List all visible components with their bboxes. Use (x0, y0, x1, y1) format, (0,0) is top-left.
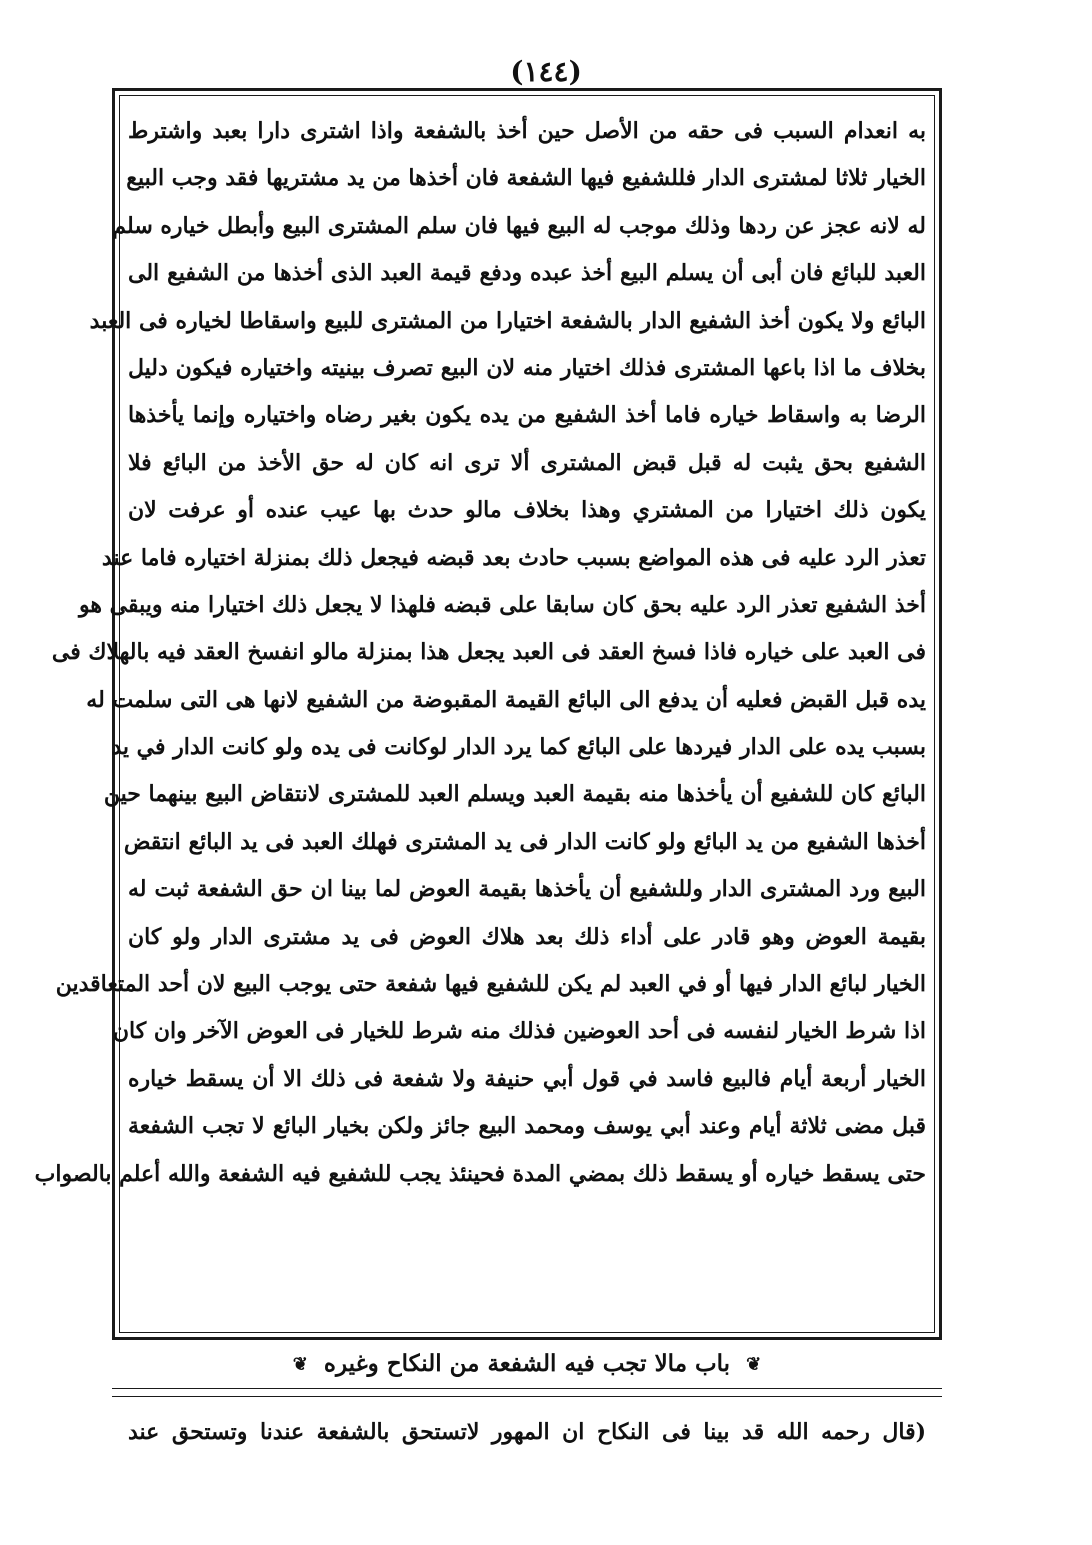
text-line: قبل مضى ثلاثة أيام وعند أبي يوسف ومحمد البيع جائز ولكن بخيار البائع لا تجب الشفعة (128, 1113, 926, 1140)
text-line: به انعدام السبب فى حقه من الأصل حين أخذ بالشفعة واذا اشترى دارا بعبد واشترط (128, 118, 926, 144)
text-line: بسبب يده على الدار فيردها على البائع كما يرد الدار لوكانت فى يده ولو كانت الدار في يد (111, 734, 926, 761)
text-line: فى العبد على خياره فاذا فسخ العقد فى العبد يجعل هذا بمنزلة مالو انفسخ العقد فيه بالهلاك فى (51, 639, 926, 666)
chapter-heading (112, 1342, 942, 1386)
text-line: أخذ الشفيع تعذر الرد عليه بحق كان سابقا على قبضه فلهذا لا يجعل ذلك اختيارا منه ويبقى هو (78, 591, 926, 618)
ornament-icon: ❦ (746, 1354, 762, 1375)
text-line: البائع كان للشفيع أن يأخذها منه بقيمة العبد ويسلم العبد للمشترى لانتقاض البيع بينهما حين (103, 781, 926, 808)
heading-rule-top (112, 1388, 942, 1389)
text-line: الشفيع بحق يثبت له قبل قبض المشترى ألا ترى انه كان له حق الأخذ من البائع فلا (128, 449, 926, 476)
text-line: حتى يسقط خياره أو يسقط ذلك بمضي المدة فحينئذ يجب للشفيع فيه الشفعة والله أعلم بالصواب (34, 1160, 926, 1187)
page-number: (١٤٤) (510, 55, 582, 88)
text-line: الرضا به واسقاط خياره فاما أخذ الشفيع من يده يكون بغير رضاه واختياره وإنما يأخذها (128, 402, 926, 429)
text-line: الخيار أربعة أيام فالبيع فاسد في قول أبي حنيفة ولا شفعة فى ذلك الا أن يسقط خياره (128, 1065, 926, 1092)
text-line: البيع ورد المشترى الدار وللشفيع أن يأخذها بقيمة العوض لما بينا ان حق الشفعة ثبت له (128, 876, 926, 903)
heading-rule-bottom (112, 1396, 942, 1397)
ornament-icon: ❦ (292, 1354, 308, 1375)
text-line: البائع ولا يكون أخذ الشفيع الدار بالشفعة اختيارا من المشترى للبيع واسقاطا لخياره فى العبد (89, 307, 926, 334)
main-text-block (34, 108, 926, 1328)
text-line: اذا شرط الخيار لنفسه فى أحد العوضين فذلك منه شرط للخيار فى العوض الآخر وان كان (112, 1018, 926, 1045)
text-line: العبد للبائع فان أبى أن يسلم البيع أخذ عبده ودفع قيمة العبد الذى أخذها من الشفيع الى (128, 260, 926, 287)
footer-text-line: (قال رحمه الله قد بينا فى النكاح ان المهور لاتستحق بالشفعة عندنا وتستحق عند (128, 1419, 926, 1445)
text-line: تعذر الرد عليه فى هذه المواضع بسبب حادث بعد قبضه فيجعل ذلك بمنزلة اختياره فاما عند (101, 544, 926, 571)
text-line: يكون ذلك اختيارا من المشتري وهذا بخلاف مالو حدث بها عيب عنده أو عرفت لان (128, 497, 926, 524)
text-line: له لانه عجز عن ردها وذلك موجب له البيع فيها فان سلم المشترى البيع وأبطل خياره سلم (112, 212, 926, 239)
text-line: أخذها الشفيع من يد البائع ولو كانت الدار فى يد المشترى فهلك العبد فى يد البائع انتقض (123, 828, 926, 855)
text-line: الخيار ثلاثا لمشترى الدار فللشفيع فيها الشفعة فان أخذها من يد مشتريها فقد وجب البيع (126, 165, 926, 192)
text-line: الخيار لبائع الدار فيها أو في العبد لم يكن للشفيع فيها شفعة حتى يوجب البيع لان أحد المتعاقدين (55, 971, 926, 998)
chapter-heading-text: باب مالا تجب فيه الشفعة من النكاح وغيره (323, 1350, 731, 1377)
text-line: يده قبل القبض فعليه أن يدفع الى البائع القيمة المقبوضة من الشفيع لانها هى التى سلمت له (86, 686, 926, 713)
text-line: بخلاف ما اذا باعها المشترى فذلك اختيار منه لان البيع تصرف بينيته واختياره فيكون دليل (128, 354, 926, 381)
text-line: بقيمة العوض وهو قادر على أداء ذلك بعد هلاك العوض فى يد مشترى الدار ولو كان (128, 923, 926, 950)
